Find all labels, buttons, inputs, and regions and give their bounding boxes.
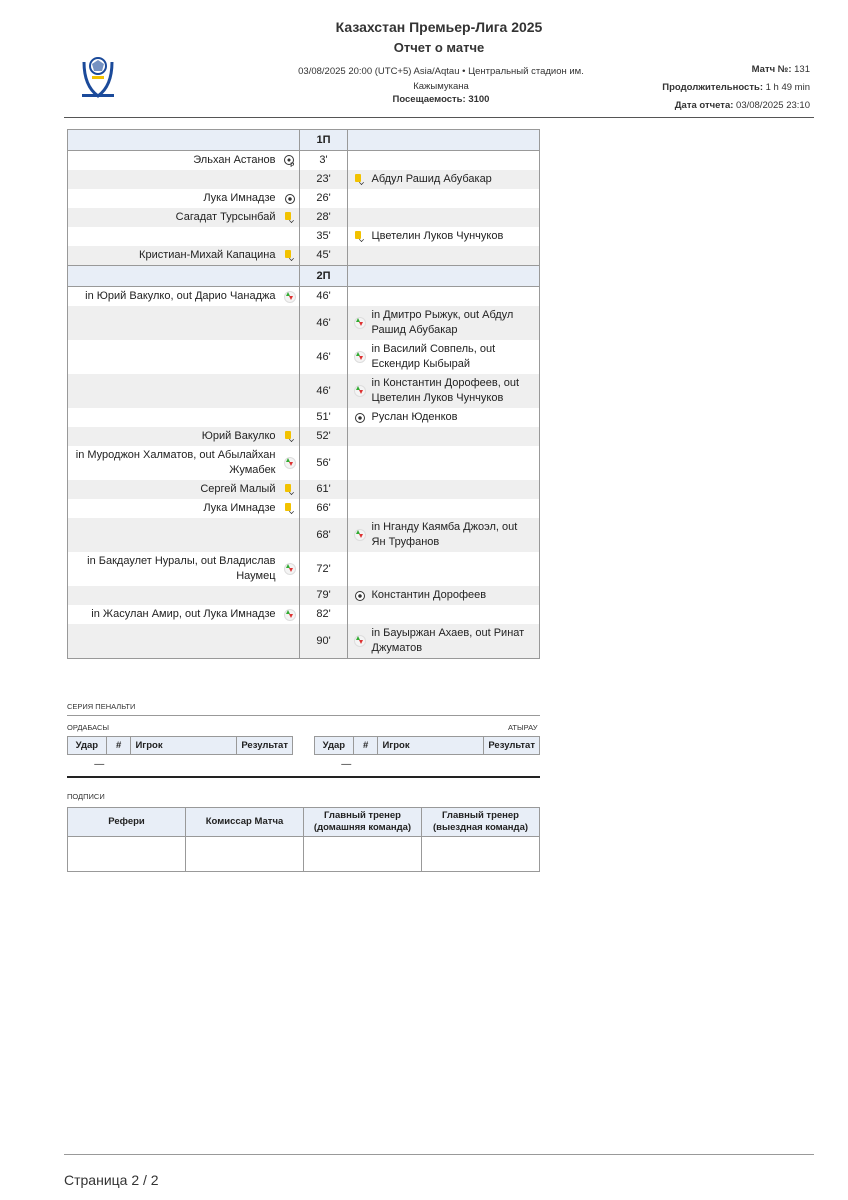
home-event-text <box>68 624 280 659</box>
home-event-text: Лука Имнадзе <box>203 192 276 204</box>
penalties-bottom-rule <box>67 776 540 778</box>
penalties-away-table <box>314 736 540 775</box>
pen-col-shot: Удар <box>315 737 354 755</box>
event-row <box>68 227 540 246</box>
penalties-section-label: СЕРИЯ ПЕНАЛЬТИ <box>67 702 136 711</box>
away-event-text <box>370 427 540 446</box>
substitution-icon <box>354 635 364 646</box>
event-minute: 51' <box>300 408 348 427</box>
event-row <box>68 446 540 480</box>
yellow-card-icon <box>284 503 294 514</box>
event-row <box>68 605 540 624</box>
away-event-text: Константин Дорофеев <box>370 586 540 605</box>
period-header-row <box>68 130 540 151</box>
pen-col-shot: Удар <box>68 737 107 755</box>
pen-col-number: # <box>353 737 378 755</box>
event-row <box>68 340 540 374</box>
attendance-label: Посещаемость: <box>392 94 466 105</box>
event-minute: 79' <box>300 586 348 605</box>
away-event-text <box>370 480 540 499</box>
event-minute: 35' <box>300 227 348 246</box>
home-event-text: Юрий Вакулко <box>68 427 280 446</box>
footer-divider <box>64 1154 814 1155</box>
event-minute: 46' <box>300 306 348 340</box>
away-event-text: Абдул Рашид Абубакар <box>370 170 540 189</box>
event-row <box>68 374 540 408</box>
away-event-text: in Константин Дорофеев, out Цветелин Луков Чунчуков <box>370 374 540 408</box>
event-minute: 82' <box>300 605 348 624</box>
event-minute: 68' <box>300 518 348 552</box>
event-row <box>68 208 540 227</box>
sign-col-commissioner: Комиссар Матча <box>186 808 304 837</box>
home-event-text <box>68 170 280 189</box>
away-event-text <box>370 189 540 208</box>
away-event-text <box>370 552 540 586</box>
penalties-divider <box>67 715 540 716</box>
yellow-card-icon <box>354 231 364 242</box>
event-minute: 90' <box>300 624 348 659</box>
pen-col-result: Результат <box>484 737 540 755</box>
sign-col-referee: Рефери <box>68 808 186 837</box>
event-minute: 28' <box>300 208 348 227</box>
home-event-text <box>68 408 280 427</box>
attendance-value: 3100 <box>468 94 490 105</box>
sign-away-coach-cell[interactable] <box>422 837 540 872</box>
pen-col-player: Игрок <box>378 737 484 755</box>
substitution-icon <box>284 291 294 302</box>
home-event-text: Лука Имнадзе <box>203 502 276 514</box>
event-minute: 26' <box>300 189 348 208</box>
event-row <box>68 586 540 605</box>
signatures-table <box>67 807 540 872</box>
pen-col-number: # <box>106 737 131 755</box>
event-minute: 56' <box>300 446 348 480</box>
goal-icon <box>354 590 364 601</box>
home-event-text: in Муроджон Халматов, out Абылайхан Жумабек <box>75 449 276 476</box>
penalties-home-team: ОРДАБАСЫ <box>67 723 110 732</box>
match-meta <box>662 61 810 115</box>
period-label: 1П <box>300 130 348 151</box>
match-duration: Продолжительность: 1 h 49 min <box>662 82 810 93</box>
event-row <box>68 306 540 340</box>
pen-col-result: Результат <box>237 737 293 755</box>
away-event-text <box>370 151 540 171</box>
penalties-home-empty: — <box>94 759 105 771</box>
signatures-section-label: ПОДПИСИ <box>67 792 105 801</box>
away-event-text: in Нганду Каямба Джоэл, out Ян Труфанов <box>370 518 540 552</box>
event-row <box>68 480 540 499</box>
away-event-text: in Бауыржан Ахаев, out Ринат Джуматов <box>370 624 540 659</box>
substitution-icon <box>284 563 294 574</box>
match-number: Матч №: 131 <box>751 64 810 75</box>
goal-icon <box>284 193 294 204</box>
event-row <box>68 189 540 208</box>
home-event-text <box>68 518 280 552</box>
substitution-icon <box>354 317 364 328</box>
goal-icon <box>354 412 364 423</box>
period-header-row <box>68 266 540 287</box>
event-minute: 61' <box>300 480 348 499</box>
yellow-card-icon <box>284 431 294 442</box>
away-event-text: Руслан Юденков <box>371 411 458 423</box>
event-row <box>68 408 540 427</box>
home-event-text: in Жасулан Амир, out Лука Имнадзе <box>91 608 276 620</box>
event-row <box>68 246 540 266</box>
event-minute: 72' <box>300 552 348 586</box>
sign-col-away-coach: Главный тренер (выездная команда) <box>422 808 540 837</box>
event-minute: 46' <box>300 374 348 408</box>
sign-home-coach-cell[interactable] <box>304 837 422 872</box>
period-label: 2П <box>300 266 348 287</box>
substitution-icon <box>354 529 364 540</box>
home-event-text: Эльхан Астанов <box>193 154 276 166</box>
event-minute: 46' <box>300 340 348 374</box>
away-event-text <box>370 287 540 307</box>
pen-col-player: Игрок <box>131 737 237 755</box>
event-minute: 23' <box>300 170 348 189</box>
event-minute: 3' <box>300 151 348 171</box>
event-row <box>68 499 540 518</box>
away-event-text <box>370 446 540 480</box>
event-row <box>68 552 540 586</box>
home-event-text: Сагадат Турсынбай <box>68 208 280 227</box>
page-number: Страница 2 / 2 <box>64 1172 159 1188</box>
league-title: Казахстан Премьер-Лига 2025 <box>335 19 543 35</box>
attendance <box>276 94 606 105</box>
home-event-text: in Бакдаулет Нуралы, out Владислав Наумец <box>87 555 276 582</box>
report-header <box>64 0 814 118</box>
event-row <box>68 287 540 307</box>
substitution-icon <box>354 385 364 396</box>
penalties-away-empty: — <box>341 759 352 771</box>
event-minute: 46' <box>300 287 348 307</box>
yellow-card-icon <box>284 484 294 495</box>
sign-col-home-coach: Главный тренер (домашняя команда) <box>304 808 422 837</box>
away-event-text: Цветелин Луков Чунчуков <box>371 230 504 242</box>
home-event-text <box>68 306 280 340</box>
penalties-away-team: АТЫРАУ <box>508 723 538 732</box>
away-event-text: in Дмитро Рыжук, out Абдул Рашид Абубакар <box>370 306 540 340</box>
yellow-card-icon <box>354 174 364 185</box>
away-event-text <box>370 605 540 624</box>
home-event-text: Сергей Малый <box>68 480 280 499</box>
sign-commissioner-cell[interactable] <box>186 837 304 872</box>
away-event-text <box>370 208 540 227</box>
away-event-text <box>370 246 540 266</box>
event-row <box>68 518 540 552</box>
yellow-card-icon <box>284 212 294 223</box>
match-events-table <box>67 129 540 659</box>
home-event-text: Кристиан-Михай Капацина <box>68 246 280 266</box>
penalty-goal-icon <box>284 155 294 166</box>
event-minute: 45' <box>300 246 348 266</box>
match-datetime-venue: 03/08/2025 20:00 (UTC+5) Asia/Aqtau • Центральный стадион им. Кажымукана <box>298 66 584 92</box>
yellow-card-icon <box>284 250 294 261</box>
report-date: Дата отчета: 03/08/2025 23:10 <box>674 100 810 111</box>
event-row <box>68 151 540 171</box>
event-minute: 52' <box>300 427 348 446</box>
home-event-text <box>68 586 280 605</box>
substitution-icon <box>284 457 294 468</box>
event-row <box>68 170 540 189</box>
away-event-text <box>370 499 540 518</box>
home-event-text <box>68 374 280 408</box>
event-row <box>68 624 540 659</box>
event-row <box>68 427 540 446</box>
home-event-text: in Юрий Вакулко, out Дарио Чанаджа <box>85 290 276 302</box>
event-minute: 66' <box>300 499 348 518</box>
away-event-text: in Василий Совпель, out Ескендир Кыбырай <box>371 343 496 370</box>
substitution-icon <box>354 351 364 362</box>
home-event-text <box>68 340 280 374</box>
report-title: Отчет о матче <box>393 40 485 55</box>
penalties-home-table <box>67 736 293 775</box>
substitution-icon <box>284 609 294 620</box>
home-event-text <box>68 227 280 246</box>
sign-referee-cell[interactable] <box>68 837 186 872</box>
league-logo-icon <box>78 52 118 100</box>
